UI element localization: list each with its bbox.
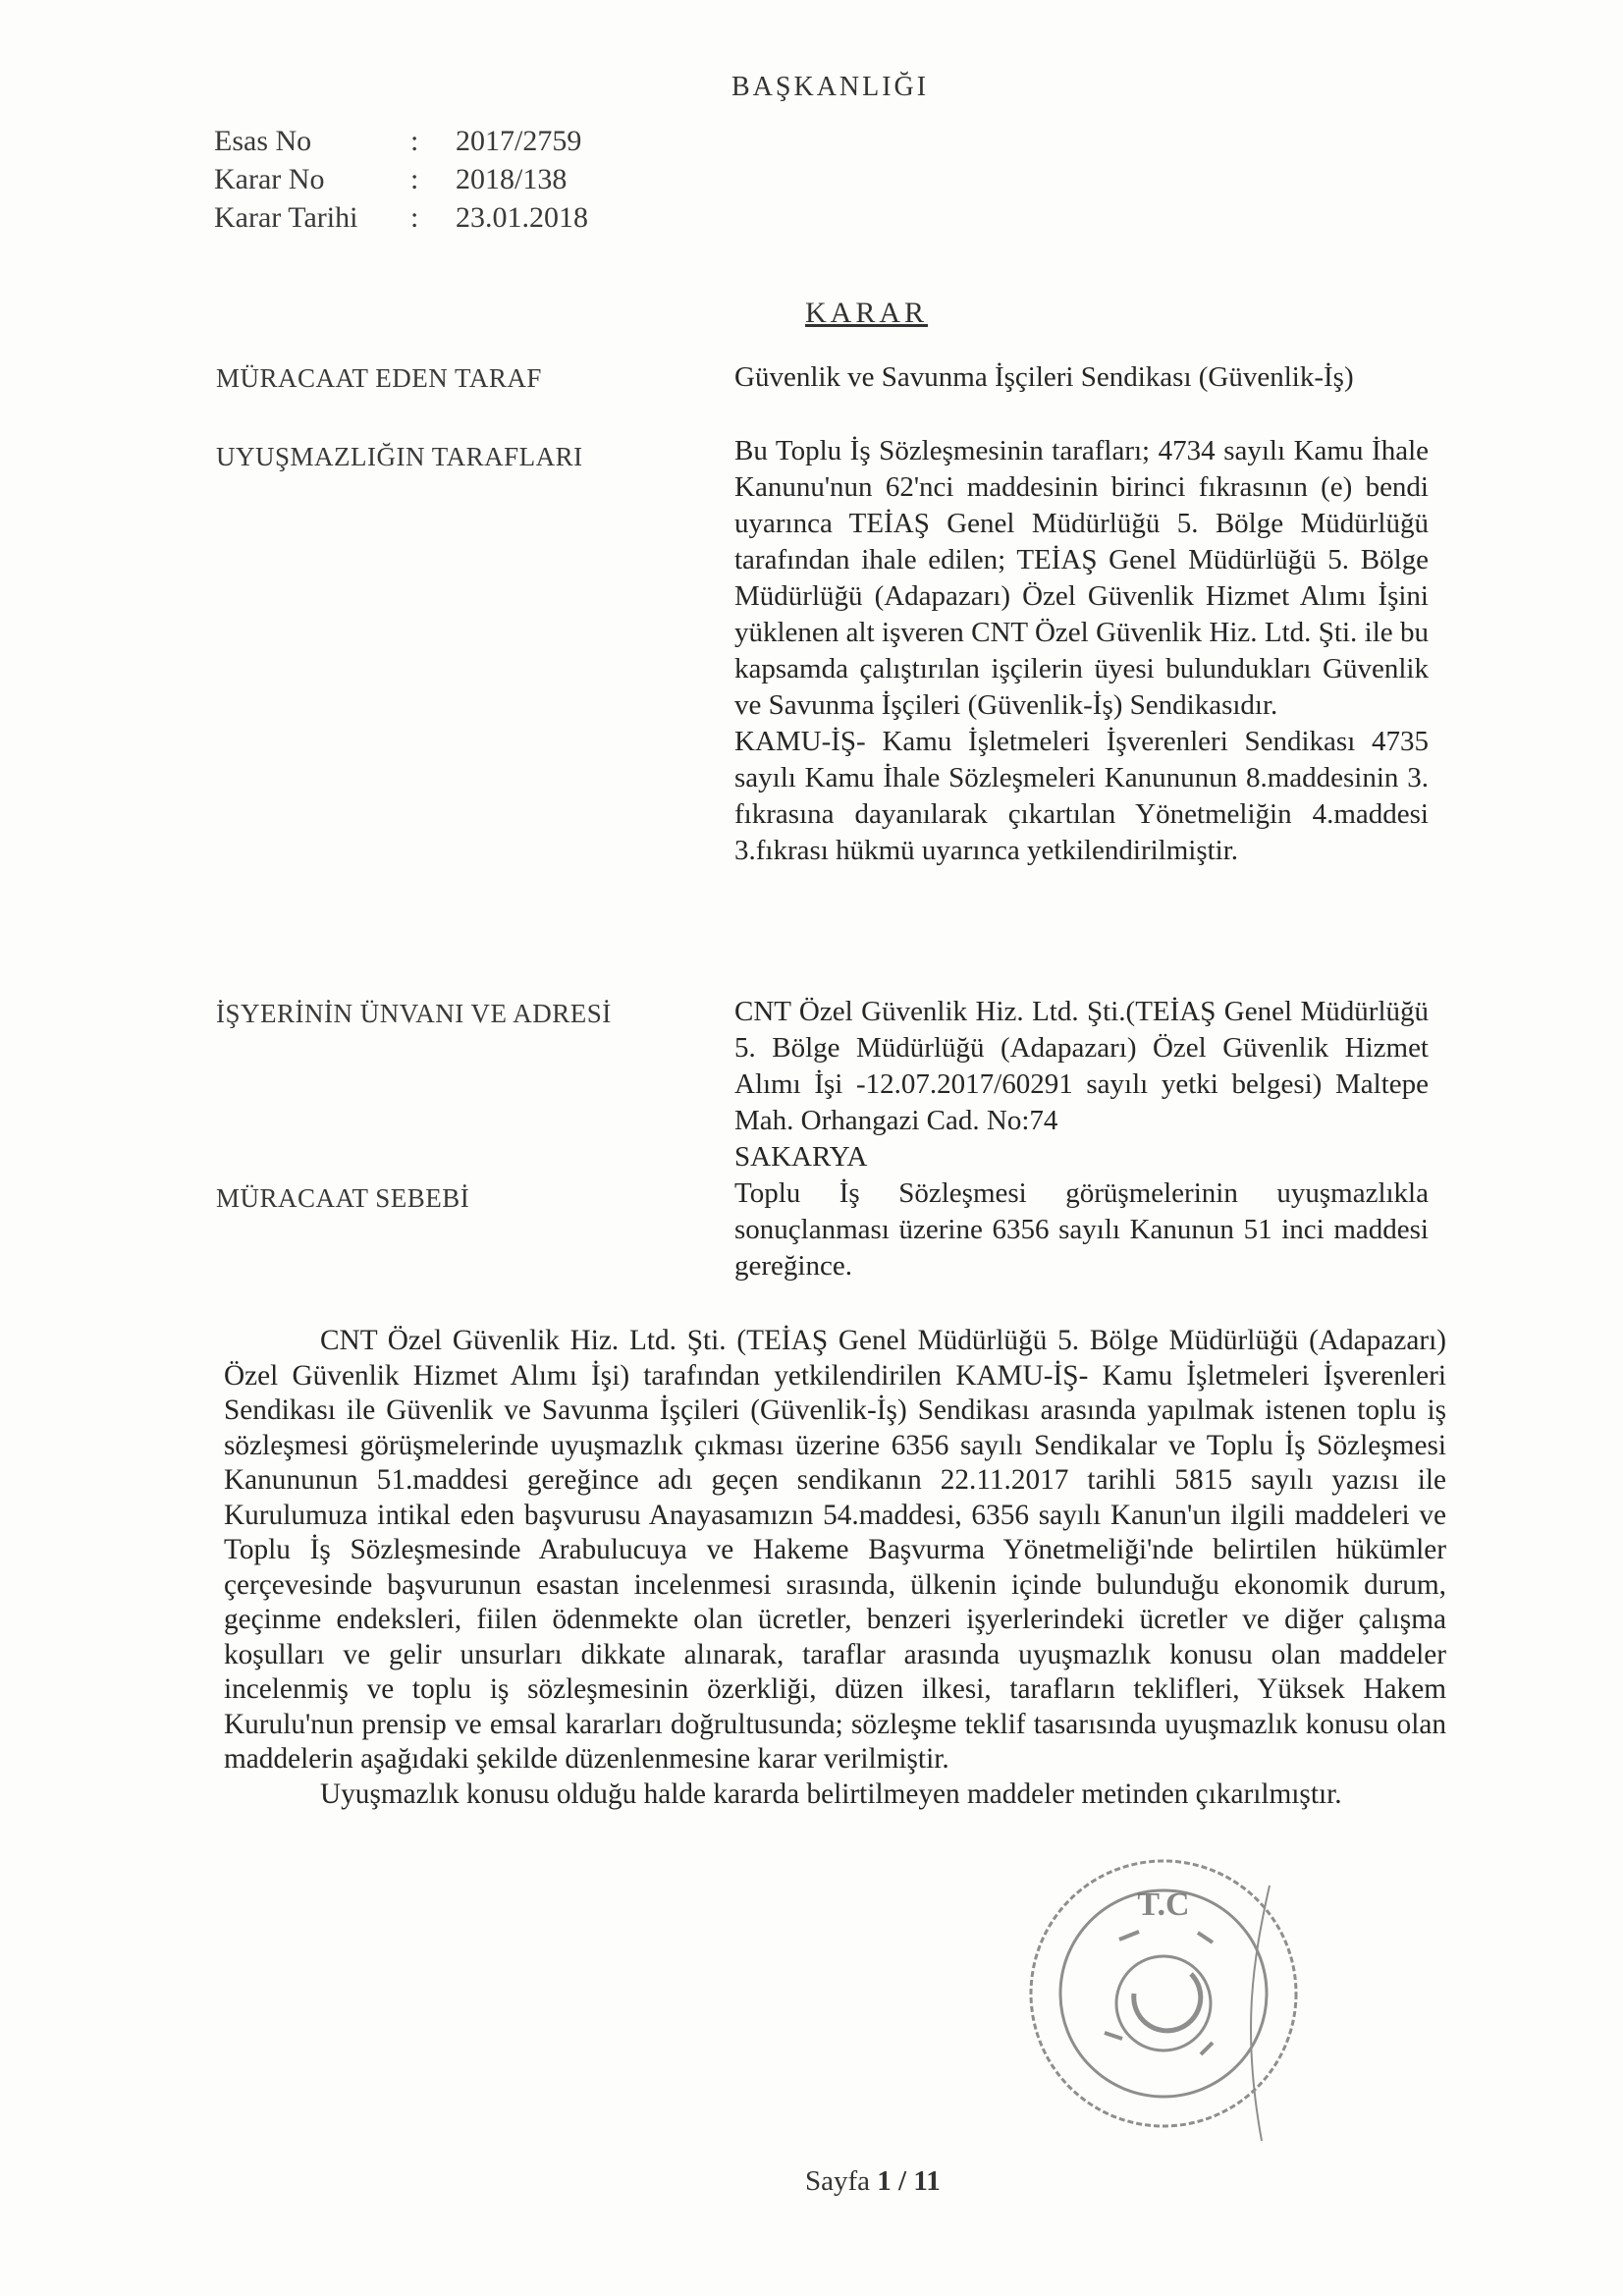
meta-label: Karar No [214, 163, 325, 195]
meta-separator: : [410, 201, 419, 234]
parties-paragraph-2: KAMU-İŞ- Kamu İşletmeleri İşverenleri Sendikası 4735 sayılı Kamu İhale Sözleşmeleri Kanununun 8.maddesinin 3. fıkrasına dayanılarak çıkartılan Yönetmeliğin 4.maddesi 3.fıkrası hükmü uyarınca yetkilendirilmiştir. [734, 726, 1429, 866]
page-number: 1 / 11 [877, 2165, 941, 2197]
reason-label: MÜRACAAT SEBEBİ [216, 1183, 470, 1213]
meta-label: Esas No [214, 125, 312, 157]
meta-row-esas [214, 122, 588, 160]
workplace-text: CNT Özel Güvenlik Hiz. Ltd. Şti.(TEİAŞ Genel Müdürlüğü 5. Bölge Müdürlüğü (Adapazarı) Özel Güvenlik Hizmet Alımı İşi -12.07.2017/60291 sayılı yetki belgesi) Maltepe Mah. Orhangazi Cad. No:74 SAKARYA [734, 994, 1429, 1175]
meta-label: Karar Tarihi [214, 201, 358, 234]
document-title: KARAR [805, 297, 929, 329]
official-seal [1016, 1846, 1311, 2146]
applicant-text: Güvenlik ve Savunma İşçileri Sendikası (Güvenlik-İş) [734, 361, 1354, 393]
parties-paragraph-1: Bu Toplu İş Sözleşmesinin tarafları; 4734 sayılı Kamu İhale Kanunu'nun 62'nci maddesinin birinci fıkrasının (e) bendi uyarınca TEİAŞ Genel Müdürlüğü 5. Bölge Müdürlüğü tarafından ihale edilen; TEİAŞ Genel Müdürlüğü 5. Bölge Müdürlüğü (Adapazarı) Özel Güvenlik Hizmet Alımı İşini yüklenen alt işveren CNT Özel Güvenlik Hiz. Ltd. Şti. ile bu kapsamda çalıştırılan işçilerin üyesi bulundukları Güvenlik ve Savunma İşçileri (Güvenlik-İş) Sendikasıdır. [734, 435, 1429, 721]
meta-row-karar [214, 160, 588, 198]
meta-separator: : [410, 125, 419, 157]
header-institution-fragment: BAŞKANLIĞI [731, 72, 930, 102]
svg-text:T.C: T.C [1137, 1886, 1190, 1923]
meta-value: 2018/138 [456, 163, 568, 195]
applicant-label: MÜRACAAT EDEN TARAF [216, 363, 542, 393]
decision-body [224, 1324, 1446, 1812]
workplace-city: SAKARYA [734, 1141, 868, 1173]
reason-text: Toplu İş Sözleşmesi görüşmelerinin uyuşmazlıkla sonuçlanması üzerine 6356 sayılı Kanunun 51 inci maddesi gereğince. [734, 1177, 1429, 1282]
workplace-label: İŞYERİNİN ÜNVANI VE ADRESİ [216, 999, 612, 1028]
seal-icon [1016, 1846, 1311, 2141]
parties-text [734, 433, 1429, 869]
meta-value: 2017/2759 [456, 125, 582, 157]
case-metadata [214, 122, 588, 237]
body-paragraph-2: Uyuşmazlık konusu olduğu halde kararda belirtilmeyen maddeler metinden çıkarılmıştır. [320, 1777, 1342, 1810]
meta-row-karar-tarihi [214, 198, 588, 237]
footer-prefix: Sayfa [805, 2165, 871, 2197]
meta-separator: : [410, 163, 419, 195]
page-footer [805, 2165, 941, 2198]
body-paragraph-1: CNT Özel Güvenlik Hiz. Ltd. Şti. (TEİAŞ Genel Müdürlüğü 5. Bölge Müdürlüğü (Adapazarı) Özel Güvenlik Hizmet Alımı İşi) tarafından yetkilendirilen KAMU-İŞ- Kamu İşletmeleri İşverenleri Sendikası ile Güvenlik ve Savunma İşçileri (Güvenlik-İş) Sendikası arasında yapılmak istenen toplu iş sözleşmesi görüşmelerinde uyuşmazlık çıkması üzerine 6356 sayılı Sendikalar ve Toplu İş Sözleşmesi Kanununun 51.maddesi gereğince adı geçen sendikanın 22.11.2017 tarihli 5815 sayılı yazısı ile Kurulumuza intikal eden başvurusu Anayasamızın 54.maddesi, 6356 sayılı Kanun'un ilgili maddeleri ve Toplu İş Sözleşmesinde Arabulucuya ve Hakeme Başvurma Yönetmeliği'nde belirtilen hükümler çerçevesinde başvurunun esastan incelenmesi sırasında, ülkenin içinde bulunduğu ekonomik durum, geçinme endeksleri, fiilen ödenmekte olan ücretler, benzeri işyerlerindeki ücretler ve diğer çalışma koşulları ve gelir unsurları dikkate alınarak, taraflar arasında uyuşmazlık konusu olan maddeler incelenmiş ve toplu iş sözleşmesinin özerkliği, düzen ilkesi, tarafların teklifleri, Yüksek Hakem Kurulu'nun prensip ve emsal kararları doğrultusunda; sözleşme teklif tasarısında uyuşmazlık konusu olan maddelerin aşağıdaki şekilde düzenlenmesine karar verilmiştir. [224, 1325, 1446, 1775]
meta-value: 23.01.2018 [456, 201, 588, 234]
parties-label: UYUŞMAZLIĞIN TARAFLARI [216, 442, 583, 471]
